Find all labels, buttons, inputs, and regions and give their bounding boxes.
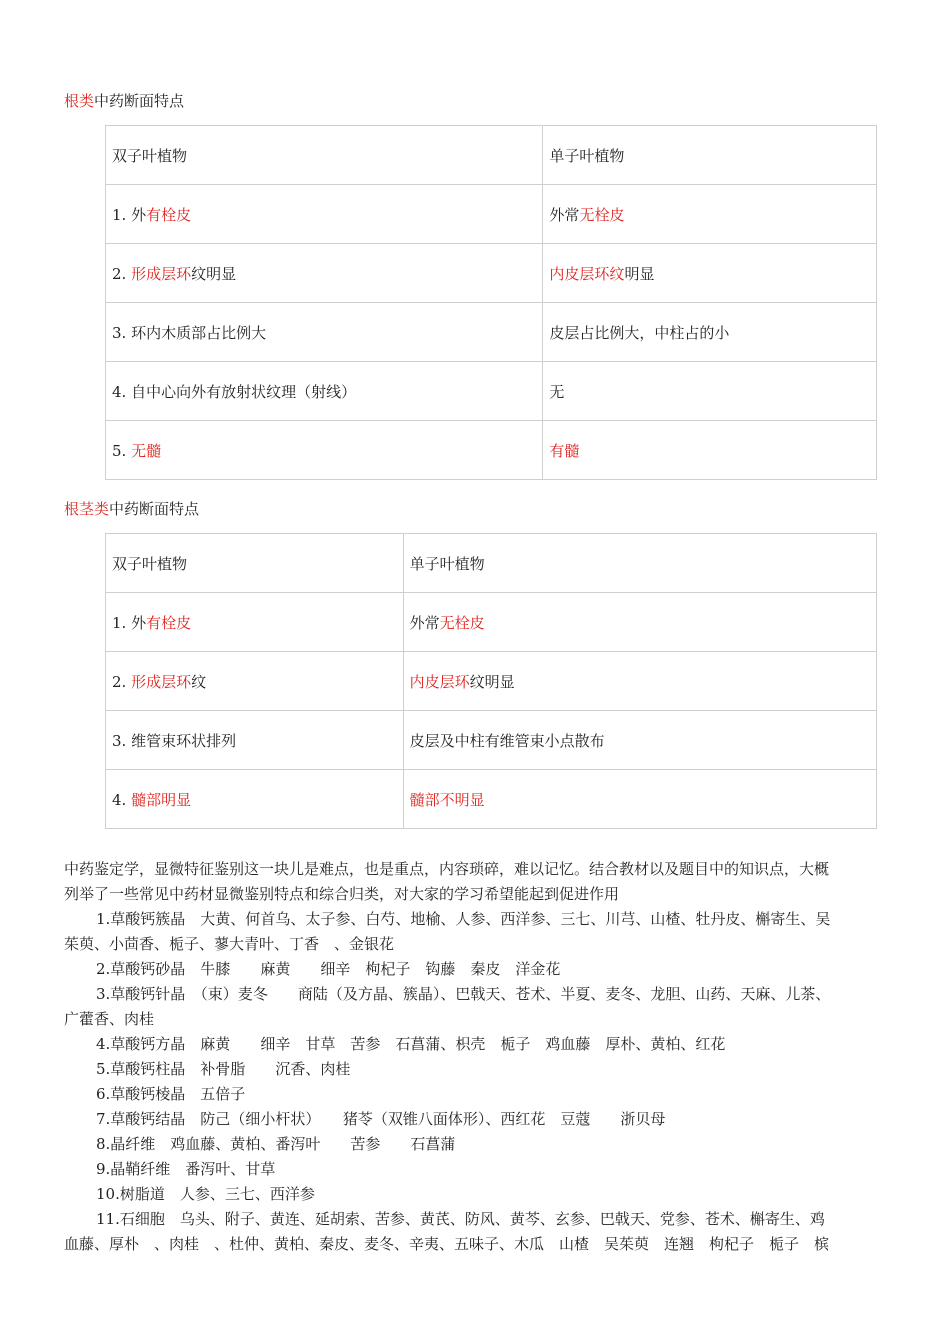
table2-title-text: 中药断面特点 <box>109 500 200 518</box>
cell-text: 3. 维管束环状排列 <box>112 731 237 750</box>
crystal-item-line: 1.草酸钙簇晶 大黄、何首乌、太子参、白芍、地榆、人参、西洋参、三七、川芎、山楂、牡丹皮、槲寄生、吴 <box>96 910 831 928</box>
table-row <box>106 711 877 770</box>
cell-text: 外常 <box>409 613 440 632</box>
dicot-cell <box>106 593 404 652</box>
highlight-text: 有栓皮 <box>146 613 192 632</box>
table-row <box>106 244 877 303</box>
dicot-cell <box>106 303 543 362</box>
highlight-text: 内皮层环纹 <box>549 264 625 283</box>
table-header-row <box>106 534 877 593</box>
table2-title-highlight: 根茎类 <box>64 500 110 518</box>
table1-title <box>64 90 184 111</box>
monocot-cell <box>543 244 877 303</box>
header-monocot: 单子叶植物 <box>403 534 876 593</box>
highlight-text: 髓部明显 <box>131 790 192 809</box>
monocot-cell <box>543 421 877 480</box>
cell-text: 4. 自中心向外有放射状纹理（射线） <box>112 382 357 401</box>
monocot-cell <box>403 711 876 770</box>
dicot-cell <box>106 652 404 711</box>
monocot-cell <box>403 770 876 829</box>
dicot-cell <box>106 185 543 244</box>
cell-text: 外常 <box>549 205 580 224</box>
crystal-item-line: 4.草酸钙方晶 麻黄 细辛 甘草 苦参 石菖蒲、枳壳 栀子 鸡血藤 厚朴、黄柏、红花 <box>96 1035 726 1053</box>
table-row <box>106 362 877 421</box>
monocot-cell <box>403 593 876 652</box>
root-section-table <box>105 125 877 480</box>
table-row <box>106 421 877 480</box>
cell-text: 2. <box>112 264 132 283</box>
table1-title-text: 中药断面特点 <box>94 92 185 110</box>
crystal-item-line: 2.草酸钙砂晶 牛膝 麻黄 细辛 枸杞子 钩藤 秦皮 洋金花 <box>96 960 561 978</box>
crystal-item-line: 8.晶纤维 鸡血藤、黄柏、番泻叶 苦参 石菖蒲 <box>96 1135 456 1153</box>
crystal-item-line: 广藿香、肉桂 <box>64 1010 155 1028</box>
table-row <box>106 185 877 244</box>
crystal-item-line: 7.草酸钙结晶 防己（细小杆状） 猪苓（双锥八面体形）、西红花 豆蔻 浙贝母 <box>96 1110 666 1128</box>
cell-text: 1. 外 <box>112 205 147 224</box>
crystal-item-line: 9.晶鞘纤维 番泻叶、甘草 <box>96 1160 276 1178</box>
monocot-cell <box>543 185 877 244</box>
dicot-cell <box>106 244 543 303</box>
dicot-cell <box>106 421 543 480</box>
rhizome-section-table <box>105 533 877 829</box>
crystal-item-line: 6.草酸钙棱晶 五倍子 <box>96 1085 246 1103</box>
identification-notes <box>64 857 924 1257</box>
crystal-item-line: 11.石细胞 乌头、附子、黄连、延胡索、苦参、黄芪、防风、黄芩、玄参、巴戟天、党参、苍术、槲寄生、鸡 <box>96 1210 825 1228</box>
table-row <box>106 303 877 362</box>
highlight-text: 内皮层环 <box>409 672 470 691</box>
crystal-item-line: 5.草酸钙柱晶 补骨脂 沉香、肉桂 <box>96 1060 351 1078</box>
crystal-item-line: 血藤、厚朴 、肉桂 、杜仲、黄柏、秦皮、麦冬、辛夷、五味子、木瓜 山楂 吴茱萸 连翘 枸杞子 栀子 槟 <box>64 1235 830 1253</box>
dicot-cell <box>106 711 404 770</box>
cell-text: 无 <box>549 382 565 401</box>
cell-text: 纹 <box>191 672 207 691</box>
intro-line: 列举了一些常见中药材显微鉴别特点和综合归类，对大家的学习希望能起到促进作用 <box>64 885 620 903</box>
highlight-text: 髓部不明显 <box>409 790 485 809</box>
table1-title-highlight: 根类 <box>64 92 95 110</box>
cell-text: 明显 <box>624 264 655 283</box>
table-row <box>106 770 877 829</box>
table2-title <box>64 498 199 519</box>
intro-line: 中药鉴定学，显微特征鉴别这一块儿是难点，也是重点，内容琐碎，难以记忆。结合教材以及题目中的知识点，大概 <box>64 860 830 878</box>
crystal-item-line: 10.树脂道 人参、三七、西洋参 <box>96 1185 315 1203</box>
crystal-item-line: 3.草酸钙针晶 （束）麦冬 商陆（及方晶、簇晶）、巴戟天、苍术、半夏、麦冬、龙胆、山药、天麻、儿茶、 <box>96 985 831 1003</box>
monocot-cell <box>543 362 877 421</box>
dicot-cell <box>106 362 543 421</box>
highlight-text: 有栓皮 <box>146 205 192 224</box>
cell-text: 1. 外 <box>112 613 147 632</box>
highlight-text: 形成层环 <box>131 672 192 691</box>
highlight-text: 有髓 <box>549 441 580 460</box>
table-row <box>106 652 877 711</box>
header-dicot: 双子叶植物 <box>106 534 404 593</box>
table-row <box>106 593 877 652</box>
highlight-text: 形成层环 <box>131 264 192 283</box>
highlight-text: 无栓皮 <box>579 205 625 224</box>
dicot-cell <box>106 770 404 829</box>
cell-text: 4. <box>112 790 132 809</box>
cell-text: 2. <box>112 672 132 691</box>
highlight-text: 无栓皮 <box>439 613 485 632</box>
monocot-cell <box>543 303 877 362</box>
cell-text: 纹明显 <box>191 264 237 283</box>
header-monocot: 单子叶植物 <box>543 126 877 185</box>
highlight-text: 无髓 <box>131 441 162 460</box>
table-header-row <box>106 126 877 185</box>
cell-text: 5. <box>112 441 132 460</box>
header-dicot: 双子叶植物 <box>106 126 543 185</box>
crystal-item-line: 茱萸、小茴香、栀子、蓼大青叶、丁香 、金银花 <box>64 935 395 953</box>
cell-text: 皮层及中柱有维管束小点散布 <box>409 731 605 750</box>
cell-text: 皮层占比例大，中柱占的小 <box>549 323 730 342</box>
cell-text: 纹明显 <box>469 672 515 691</box>
cell-text: 3. 环内木质部占比例大 <box>112 323 267 342</box>
monocot-cell <box>403 652 876 711</box>
